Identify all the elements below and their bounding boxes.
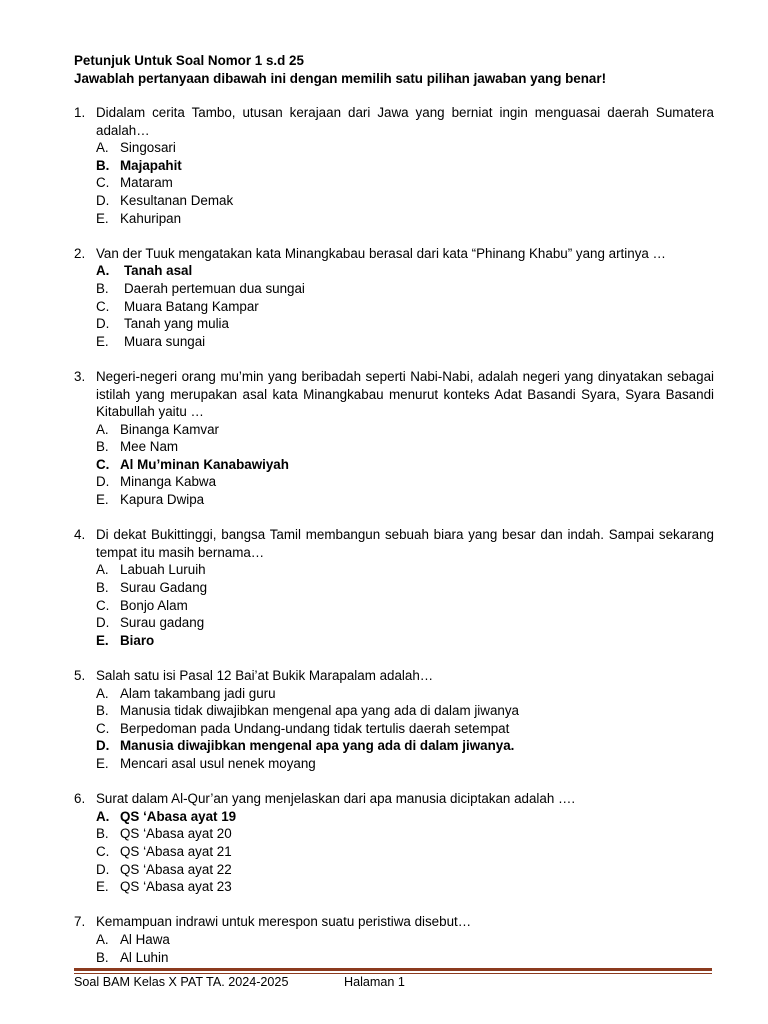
- footer-page-number: Halaman 1: [344, 975, 405, 989]
- question-text: Kemampuan indrawi untuk merespon suatu peristiwa disebut…: [96, 914, 472, 930]
- answer-option: [96, 491, 714, 509]
- question-number: 5.: [74, 668, 86, 683]
- question-stem: [74, 667, 714, 685]
- question-text: Di dekat Bukittinggi, bangsa Tamil membangun sebuah biara yang besar dan indah. Sampai sekarang tempat itu masih bernama…: [96, 527, 714, 560]
- option-letter: B.: [96, 280, 109, 296]
- option-text: Singosari: [120, 140, 176, 156]
- option-text: QS ‘Abasa ayat 22: [120, 861, 232, 877]
- question: [74, 913, 714, 966]
- option-text: Kapura Dwipa: [120, 492, 205, 508]
- option-letter: C.: [96, 298, 110, 314]
- option-letter: A.: [96, 140, 109, 156]
- option-text: Alam takambang jadi guru: [120, 685, 276, 701]
- option-letter: B.: [96, 439, 109, 455]
- answer-option: [96, 210, 714, 228]
- option-text: Mee Nam: [120, 439, 179, 455]
- option-letter: E.: [96, 210, 109, 226]
- question-list: [74, 104, 714, 984]
- option-letter: D.: [96, 192, 110, 208]
- question: [74, 245, 714, 351]
- option-text: Biaro: [120, 632, 155, 648]
- option-text: Bonjo Alam: [120, 597, 188, 613]
- option-letter: D.: [96, 474, 110, 490]
- answer-option: [96, 861, 714, 879]
- option-letter: A.: [96, 685, 109, 701]
- option-letter: C.: [96, 175, 110, 191]
- answer-option-correct: [96, 808, 714, 826]
- option-letter: B.: [96, 949, 109, 965]
- answer-option: [96, 825, 714, 843]
- footer-title: Soal BAM Kelas X PAT TA. 2024-2025: [74, 975, 289, 989]
- option-letter: B.: [96, 157, 110, 173]
- answer-option: [96, 438, 714, 456]
- question-text: Salah satu isi Pasal 12 Bai’at Bukik Marapalam adalah…: [96, 668, 434, 683]
- option-text: Tanah yang mulia: [124, 316, 229, 332]
- option-letter: D.: [96, 738, 110, 754]
- option-letter: E.: [96, 632, 109, 648]
- answer-option: [96, 579, 714, 597]
- option-text: Surau Gadang: [120, 580, 208, 596]
- answer-option: [96, 473, 714, 491]
- option-letter: B.: [96, 826, 109, 842]
- answer-option-correct: [96, 262, 714, 280]
- question: [74, 368, 714, 509]
- option-text: Manusia tidak diwajibkan mengenal apa yang ada di dalam jiwanya: [120, 703, 519, 719]
- answer-options: [96, 139, 714, 227]
- answer-option: [96, 597, 714, 615]
- option-text: Mencari asal usul nenek moyang: [120, 755, 316, 771]
- option-text: Muara sungai: [124, 333, 206, 349]
- answer-option: [96, 333, 714, 351]
- answer-options: [96, 931, 714, 966]
- answer-option: [96, 421, 714, 439]
- question: [74, 526, 714, 649]
- answer-option: [96, 843, 714, 861]
- answer-options: [96, 421, 714, 509]
- answer-option: [96, 614, 714, 632]
- option-text: Tanah asal: [124, 263, 193, 279]
- option-letter: B.: [96, 580, 109, 596]
- answer-option: [96, 192, 714, 210]
- answer-option: [96, 298, 714, 316]
- question: [74, 104, 714, 227]
- option-text: Berpedoman pada Undang-undang tidak tertulis daerah setempat: [120, 720, 510, 736]
- answer-option: [96, 755, 714, 773]
- option-letter: E.: [96, 492, 109, 508]
- footer-rule-thick: [74, 968, 712, 971]
- option-letter: A.: [96, 931, 109, 947]
- option-text: Kesultanan Demak: [120, 192, 234, 208]
- answer-options: [96, 685, 714, 773]
- option-letter: D.: [96, 615, 110, 631]
- answer-option: [96, 685, 714, 703]
- page-footer: [74, 974, 405, 990]
- question-stem: [74, 368, 714, 421]
- option-text: QS ‘Abasa ayat 20: [120, 826, 232, 842]
- answer-option-correct: [96, 456, 714, 474]
- option-letter: B.: [96, 703, 109, 719]
- option-text: QS ‘Abasa ayat 19: [120, 808, 237, 824]
- option-text: Labuah Luruih: [120, 562, 206, 578]
- option-letter: E.: [96, 755, 109, 771]
- question-text: Negeri-negeri orang mu’min yang beribadah seperti Nabi-Nabi, adalah negeri yang dinyatakan sebagai istilah yang merupakan asal kata Minangkabau menurut konteks Adat Basandi Syara, Syara Basandi Kitabullah yaitu …: [96, 368, 714, 420]
- question-stem: [74, 245, 714, 263]
- answer-option-correct: [96, 737, 714, 755]
- option-text: Al Mu’minan Kanabawiyah: [120, 456, 289, 472]
- option-letter: A.: [96, 808, 110, 824]
- question-stem: [74, 790, 714, 808]
- question-number: 3.: [74, 368, 86, 384]
- answer-options: [96, 262, 714, 350]
- option-letter: C.: [96, 597, 110, 613]
- option-text: Muara Batang Kampar: [124, 298, 259, 314]
- question-stem: [74, 104, 714, 139]
- question-number: 2.: [74, 245, 86, 261]
- question-stem: [74, 526, 714, 561]
- answer-option: [96, 702, 714, 720]
- question-text: Van der Tuuk mengatakan kata Minangkabau berasal dari kata “Phinang Khabu” yang artinya …: [96, 245, 666, 261]
- option-text: Al Luhin: [120, 949, 169, 965]
- answer-option: [96, 139, 714, 157]
- answer-option-correct: [96, 157, 714, 175]
- question: [74, 667, 714, 773]
- answer-option: [96, 931, 714, 949]
- answer-option: [96, 720, 714, 738]
- option-letter: C.: [96, 456, 110, 472]
- option-text: QS ‘Abasa ayat 23: [120, 879, 232, 895]
- answer-option: [96, 315, 714, 333]
- option-letter: A.: [96, 562, 109, 578]
- option-text: Binanga Kamvar: [120, 421, 219, 437]
- question-stem: [74, 913, 714, 931]
- question-number: 4.: [74, 527, 86, 543]
- answer-option: [96, 949, 714, 967]
- instructions: [74, 52, 714, 88]
- option-letter: A.: [96, 421, 109, 437]
- option-letter: D.: [96, 861, 110, 877]
- question-number: 6.: [74, 791, 86, 807]
- option-letter: C.: [96, 843, 110, 859]
- option-text: QS ‘Abasa ayat 21: [120, 843, 232, 859]
- instructions-title: Petunjuk Untuk Soal Nomor 1 s.d 25: [74, 53, 304, 68]
- instructions-directive: Jawablah pertanyaan dibawah ini dengan memilih satu pilihan jawaban yang benar!: [74, 71, 607, 86]
- option-text: Kahuripan: [120, 210, 182, 226]
- option-text: Minanga Kabwa: [120, 474, 217, 490]
- answer-options: [96, 808, 714, 896]
- answer-option: [96, 561, 714, 579]
- question-number: 7.: [74, 914, 86, 930]
- option-text: Manusia diwajibkan mengenal apa yang ada di dalam jiwanya.: [120, 738, 515, 754]
- option-letter: A.: [96, 263, 110, 279]
- option-letter: E.: [96, 333, 109, 349]
- question: [74, 790, 714, 896]
- answer-option: [96, 174, 714, 192]
- answer-option-correct: [96, 632, 714, 650]
- answer-option: [96, 280, 714, 298]
- answer-option: [96, 878, 714, 896]
- option-letter: E.: [96, 879, 109, 895]
- option-text: Majapahit: [120, 157, 182, 173]
- question-number: 1.: [74, 105, 86, 120]
- option-text: Surau gadang: [120, 615, 205, 631]
- option-text: Daerah pertemuan dua sungai: [124, 280, 305, 296]
- question-text: Didalam cerita Tambo, utusan kerajaan dari Jawa yang berniat ingin menguasai daerah Sumatera adalah…: [96, 105, 714, 138]
- option-text: Mataram: [120, 175, 173, 191]
- question-text: Surat dalam Al-Qur’an yang menjelaskan dari apa manusia diciptakan adalah ….: [96, 791, 576, 807]
- option-letter: C.: [96, 720, 110, 736]
- option-text: Al Hawa: [120, 931, 170, 947]
- answer-options: [96, 561, 714, 649]
- option-letter: D.: [96, 316, 110, 332]
